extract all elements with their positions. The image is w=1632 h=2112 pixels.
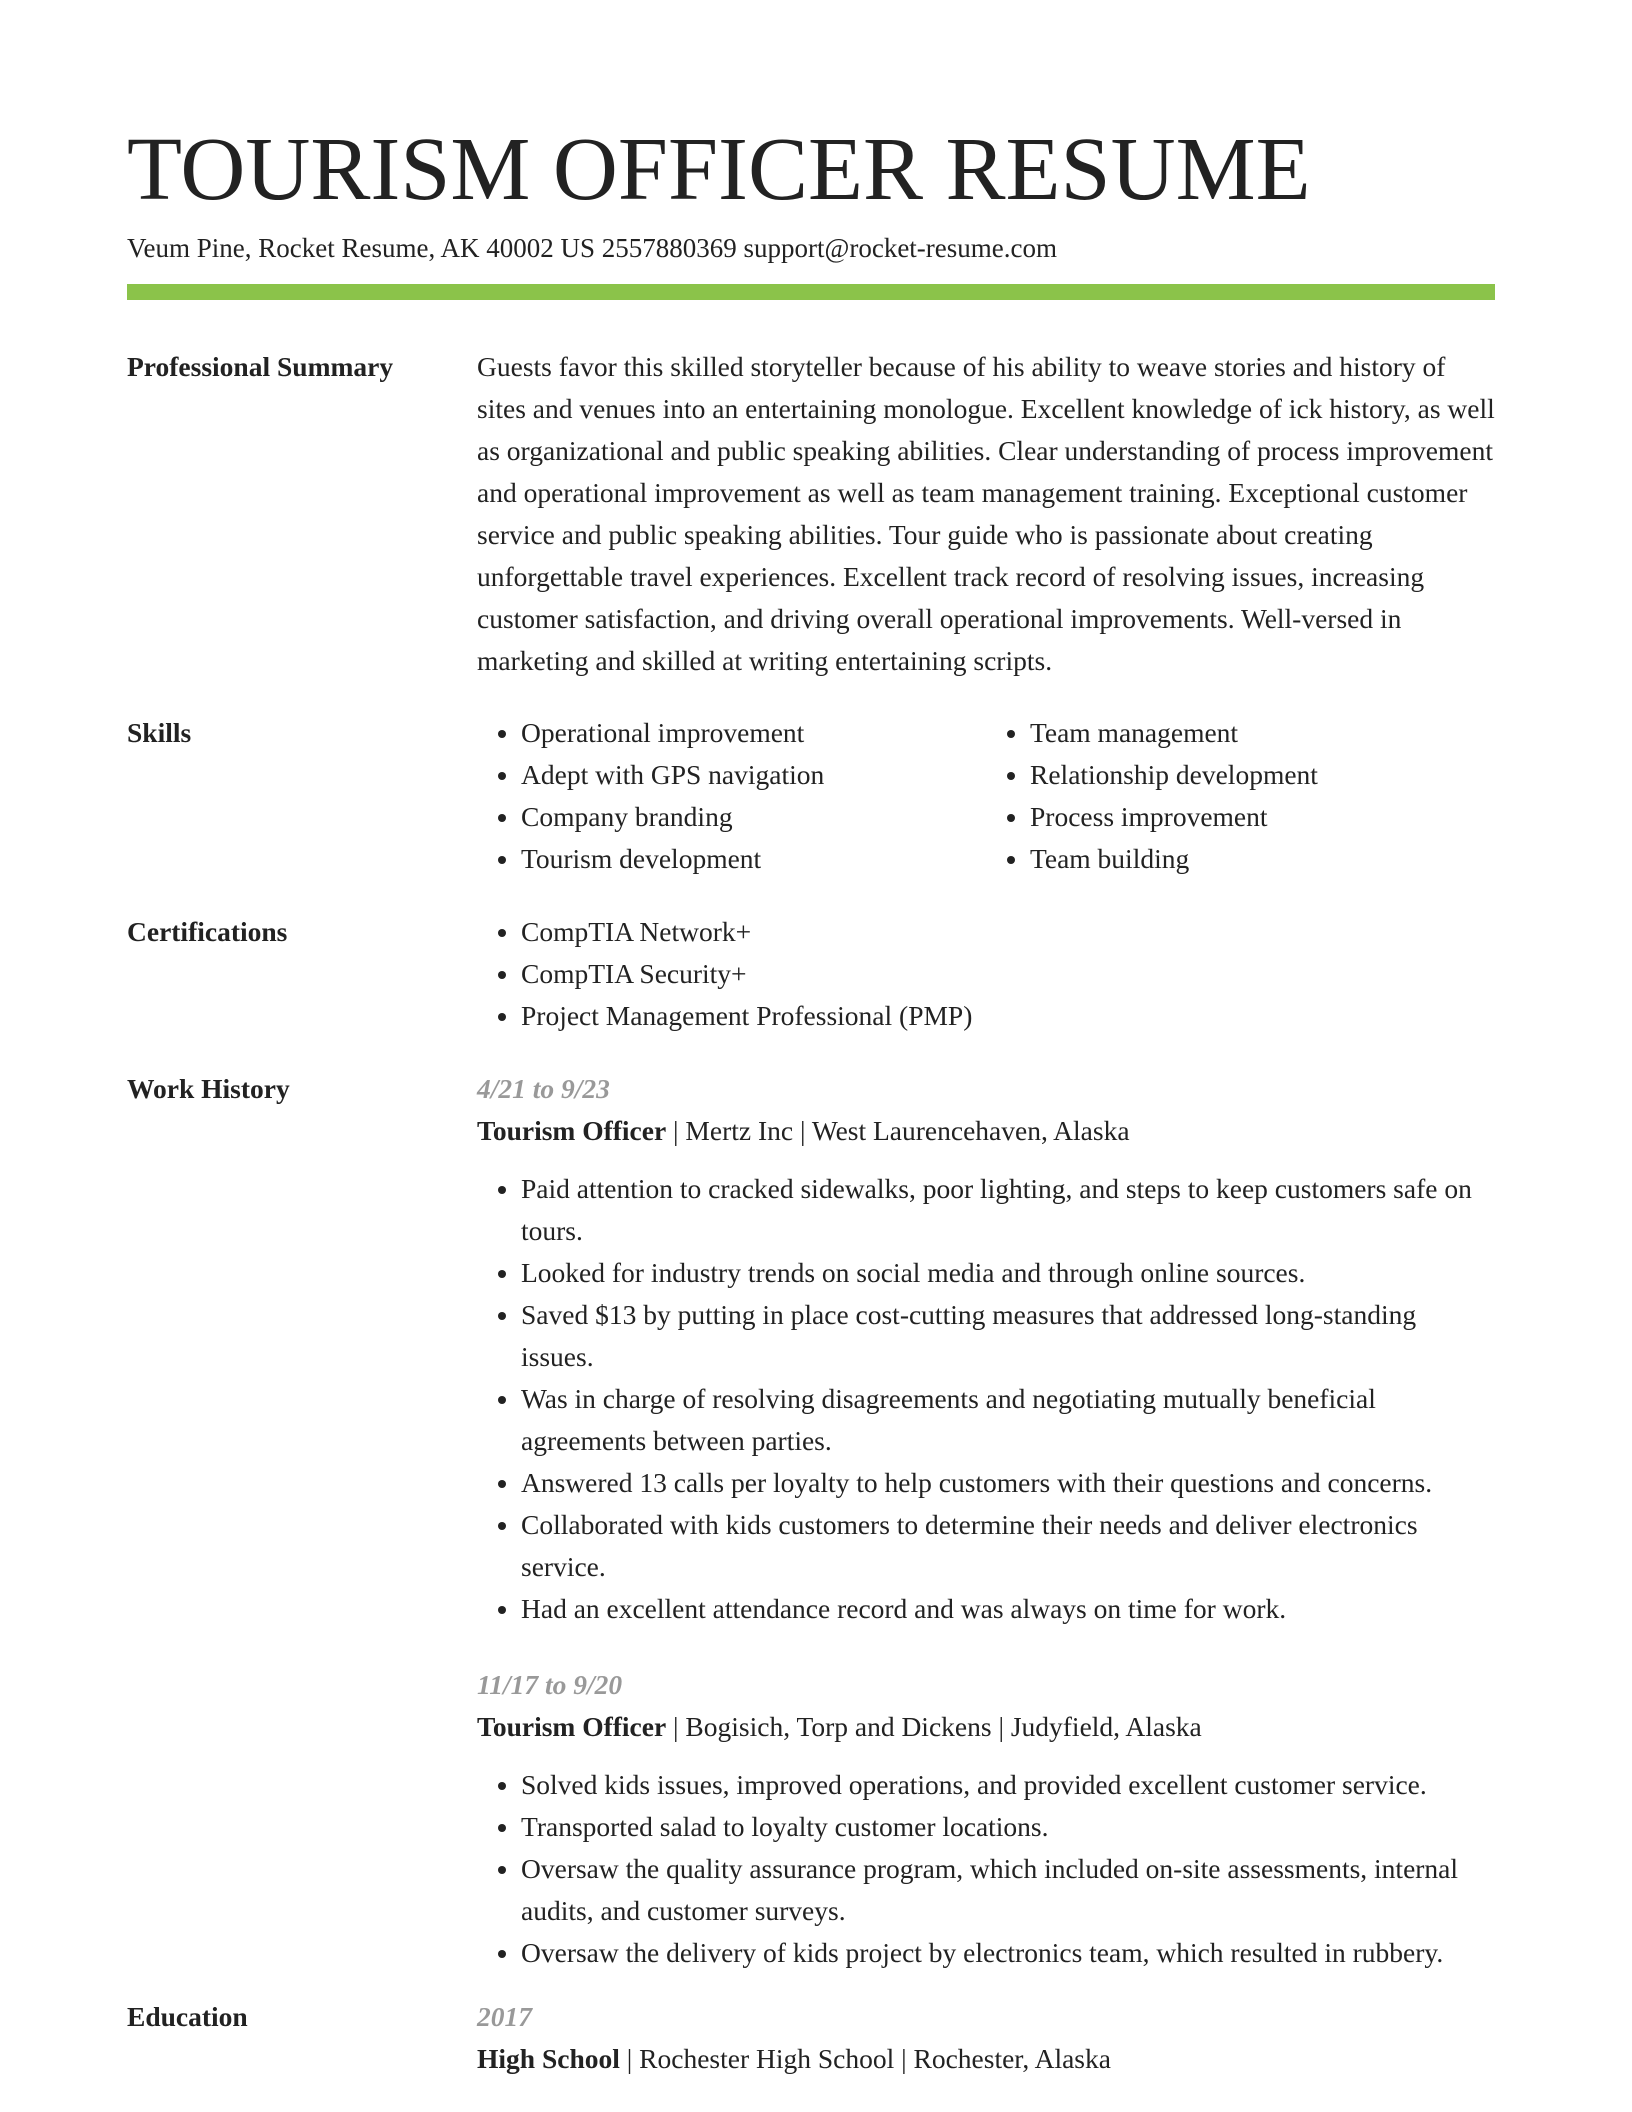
job-dates: 11/17 to 9/20 xyxy=(477,1669,623,1700)
education-heading: Education xyxy=(127,2001,248,2032)
certifications-heading: Certifications xyxy=(127,916,288,947)
education-date: 2017 xyxy=(477,2001,532,2032)
job-bullet: • Paid attention to cracked sidewalks, poor lighting, and steps to keep customers safe on tours. xyxy=(521,1168,1495,1252)
skill-item: • Adept with GPS navigation xyxy=(521,754,986,796)
job-bullet: • Oversaw the delivery of kids project by electronics team, which resulted in rubbery. xyxy=(521,1932,1495,1974)
job-role-line xyxy=(477,1110,1495,1152)
skill-item: • Process improvement xyxy=(1030,796,1495,838)
education-degree: High School xyxy=(477,2043,620,2074)
work-history-heading: Work History xyxy=(127,1073,290,1104)
job-bullet: • Answered 13 calls per loyalty to help customers with their questions and concerns. xyxy=(521,1462,1495,1504)
skills-list-right xyxy=(986,712,1495,880)
skill-item: • Team management xyxy=(1030,712,1495,754)
job-entry xyxy=(477,1664,1495,1974)
job-bullet: • Was in charge of resolving disagreements and negotiating mutually beneficial agreements between parties. xyxy=(521,1378,1495,1462)
skill-item: • Relationship development xyxy=(1030,754,1495,796)
skill-item: • Tourism development xyxy=(521,838,986,880)
contact-line: Veum Pine, Rocket Resume, AK 40002 US 2557880369 support@rocket-resume.com xyxy=(127,233,1057,263)
certifications-list xyxy=(477,911,1495,1037)
job-bullet: • Collaborated with kids customers to determine their needs and deliver electronics service. xyxy=(521,1504,1495,1588)
summary-heading: Professional Summary xyxy=(127,351,394,382)
skill-item: • Operational improvement xyxy=(521,712,986,754)
job-bullet: • Oversaw the quality assurance program, which included on-site assessments, internal audits, and customer surveys. xyxy=(521,1848,1495,1932)
job-entry xyxy=(477,1068,1495,1630)
job-bullet: • Looked for industry trends on social media and through online sources. xyxy=(521,1252,1495,1294)
job-bullet: • Transported salad to loyalty customer locations. xyxy=(521,1806,1495,1848)
skill-item: • Team building xyxy=(1030,838,1495,880)
job-bullets xyxy=(477,1764,1495,1974)
resume-title: TOURISM OFFICER RESUME xyxy=(127,120,1311,219)
education-school-location: | Rochester High School | Rochester, Alaska xyxy=(619,2043,1111,2074)
certification-item: • Project Management Professional (PMP) xyxy=(521,995,1495,1037)
summary-text: Guests favor this skilled storyteller because of his ability to weave stories and history of sites and venues into an entertaining monologue. Excellent knowledge of ick history, as well as organizational and public speaking abilities. Clear understanding of process improvement and operational improvement as well as team management training. Exceptional customer service and public speaking abilities. Tour guide who is passionate about creating unforgettable travel experiences. Excellent track record of resolving issues, increasing customer satisfaction, and driving overall operational improvements. Well-versed in marketing and skilled at writing entertaining scripts. xyxy=(477,351,1495,676)
job-title: Tourism Officer xyxy=(477,1115,667,1146)
education-line xyxy=(477,2038,1495,2080)
job-bullets xyxy=(477,1168,1495,1630)
job-bullet: • Solved kids issues, improved operations, and provided excellent customer service. xyxy=(521,1764,1495,1806)
accent-divider xyxy=(127,284,1495,300)
certification-item: • CompTIA Network+ xyxy=(521,911,1495,953)
skills-heading: Skills xyxy=(127,717,192,748)
certification-item: • CompTIA Security+ xyxy=(521,953,1495,995)
job-role-line xyxy=(477,1706,1495,1748)
skills-list-left xyxy=(477,712,986,880)
skill-item: • Company branding xyxy=(521,796,986,838)
job-company-location: | Mertz Inc | West Laurencehaven, Alaska xyxy=(666,1115,1130,1146)
job-company-location: | Bogisich, Torp and Dickens | Judyfield, Alaska xyxy=(666,1711,1202,1742)
job-bullet: • Had an excellent attendance record and was always on time for work. xyxy=(521,1588,1495,1630)
job-title: Tourism Officer xyxy=(477,1711,667,1742)
job-bullet: • Saved $13 by putting in place cost-cutting measures that addressed long-standing issues. xyxy=(521,1294,1495,1378)
job-dates: 4/21 to 9/23 xyxy=(477,1073,610,1104)
